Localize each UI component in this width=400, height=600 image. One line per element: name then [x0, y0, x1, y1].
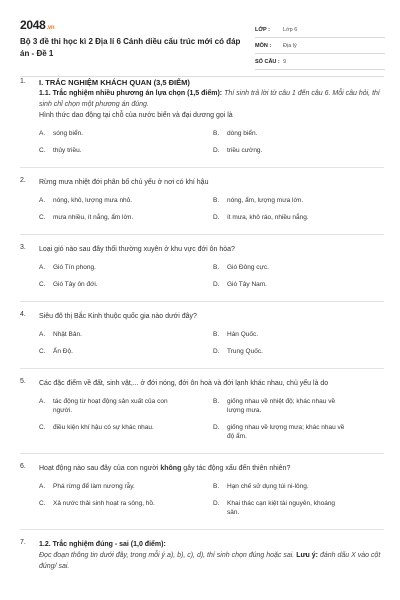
- question-number: 1.: [20, 78, 26, 85]
- meta-label: MÔN :: [255, 42, 272, 49]
- question-stem: Siêu đô thị Bắc Kinh thuộc quốc gia nào dưới đây?: [39, 313, 197, 320]
- option-text: Gió Tây ôn đới.: [53, 281, 98, 288]
- option-d[interactable]: [213, 423, 387, 449]
- option-b[interactable]: [213, 263, 387, 280]
- option-text: dòng biển.: [227, 130, 258, 137]
- question-number: 3.: [20, 244, 26, 251]
- answer-options: [39, 330, 384, 364]
- option-a[interactable]: [39, 196, 213, 213]
- option-d[interactable]: [213, 280, 387, 297]
- subsection-heading: [39, 539, 384, 550]
- option-letter: B.: [213, 483, 220, 490]
- option-text: Trung Quốc.: [227, 348, 263, 355]
- option-b[interactable]: [213, 129, 387, 146]
- option-letter: D.: [213, 348, 220, 355]
- option-text: triều cường.: [227, 147, 263, 154]
- option-d[interactable]: [213, 146, 387, 163]
- option-letter: A.: [39, 398, 46, 405]
- option-letter: B.: [213, 331, 220, 338]
- option-letter: D.: [213, 214, 220, 221]
- question-divider: [20, 368, 384, 369]
- option-text: tác động từ hoạt động sản xuất của con người.: [53, 398, 168, 414]
- option-c[interactable]: [39, 146, 213, 163]
- exam-content: [20, 78, 384, 572]
- option-text: giống nhau về lượng mưa; khác nhau về độ ẩm.: [227, 424, 345, 440]
- option-letter: C.: [39, 348, 46, 355]
- option-letter: D.: [213, 147, 220, 154]
- question-stem: Hình thức dao động tại chỗ của nước biển và đại dương gọi là: [39, 112, 233, 119]
- option-letter: B.: [213, 398, 220, 405]
- logo-text: 2048: [20, 18, 46, 32]
- question-number: 2.: [20, 177, 26, 184]
- option-text: Ấn Độ.: [53, 348, 73, 355]
- question-stem: Các đặc điểm về đất, sinh vật,... ở đới nóng, đới ôn hoà và đới lạnh khác nhau, chủ yếu là do: [39, 380, 329, 387]
- page-header: [20, 12, 384, 70]
- option-text: nóng, khô, lượng mưa nhỏ.: [53, 197, 133, 204]
- option-letter: A.: [39, 331, 46, 338]
- option-text: Phá rừng để làm nương rẫy.: [53, 483, 135, 490]
- meta-value: Địa lý: [283, 42, 297, 49]
- option-text: điều kiện khí hậu có sự khác nhau.: [53, 424, 154, 431]
- question-stem: [39, 463, 384, 474]
- question-6: [20, 463, 384, 525]
- question-stem: Rừng mưa nhiệt đới phân bố chủ yếu ở nơi có khí hậu: [39, 179, 209, 186]
- note-label: Lưu ý:: [296, 552, 318, 559]
- section-instructions: [39, 550, 384, 572]
- note-text: đánh dấu X vào cột đúng/ sai.: [39, 552, 381, 570]
- option-letter: C.: [39, 500, 46, 507]
- question-4: [20, 311, 384, 364]
- option-c[interactable]: [39, 280, 213, 297]
- option-a[interactable]: [39, 263, 213, 280]
- option-text: giống nhau về nhiệt độ; khác nhau về lượng mưa.: [227, 398, 336, 414]
- option-letter: B.: [213, 130, 220, 137]
- option-text: Hàn Quốc.: [227, 331, 259, 338]
- question-divider: [20, 529, 384, 530]
- option-letter: D.: [213, 500, 220, 507]
- option-c[interactable]: [39, 423, 213, 449]
- option-letter: A.: [39, 264, 46, 271]
- stem-text: Hoạt động nào sau đây của con người: [39, 465, 161, 472]
- option-a[interactable]: [39, 129, 213, 146]
- question-divider: [20, 301, 384, 302]
- option-c[interactable]: [39, 213, 213, 230]
- question-5: [20, 378, 384, 449]
- meta-label: LỚP :: [255, 26, 270, 33]
- option-letter: C.: [39, 147, 46, 154]
- question-1: [20, 78, 384, 163]
- option-d[interactable]: [213, 499, 387, 525]
- option-b[interactable]: [213, 196, 387, 213]
- question-divider: [20, 234, 384, 235]
- meta-row-class: [255, 22, 385, 38]
- option-text: sóng biển.: [53, 130, 83, 137]
- question-divider: [20, 453, 384, 454]
- option-text: Gió Tây Nam.: [227, 281, 267, 288]
- header-divider: [20, 76, 384, 77]
- question-3: [20, 244, 384, 297]
- option-text: Xả nước thải sinh hoạt ra sông, hồ.: [53, 500, 155, 507]
- option-letter: A.: [39, 483, 46, 490]
- option-a[interactable]: [39, 482, 213, 499]
- document-title: Bộ 3 đề thi học kì 2 Địa lí 6 Cánh diều cấu trúc mới có đáp án - Đề 1: [20, 37, 241, 58]
- question-divider: [20, 167, 384, 168]
- option-b[interactable]: [213, 330, 387, 347]
- section-instructions: [39, 88, 384, 110]
- question-number: 5.: [20, 378, 26, 385]
- option-d[interactable]: [213, 213, 387, 230]
- question-number: 4.: [20, 311, 26, 318]
- question-7: [20, 539, 384, 572]
- option-b[interactable]: [213, 482, 387, 499]
- option-text: Hạn chế sử dụng túi ni-lông.: [227, 483, 309, 490]
- option-letter: A.: [39, 130, 46, 137]
- option-c[interactable]: [39, 347, 213, 364]
- option-b[interactable]: [213, 397, 387, 423]
- meta-value: Lớp 6: [283, 26, 298, 33]
- question-2: [20, 177, 384, 230]
- logo-suffix: .vn: [46, 25, 55, 31]
- option-letter: B.: [213, 264, 220, 271]
- option-letter: C.: [39, 214, 46, 221]
- option-text: mưa nhiều, ít nắng, ẩm lớn.: [53, 214, 134, 221]
- option-text: Gió Tín phong.: [53, 264, 96, 271]
- option-text: ít mưa, khô ráo, nhiều nắng.: [227, 214, 309, 221]
- option-letter: A.: [39, 197, 46, 204]
- stem-emphasis: không: [160, 465, 182, 472]
- option-letter: D.: [213, 281, 220, 288]
- option-letter: B.: [213, 197, 220, 204]
- section-title: I. TRẮC NGHIỆM KHÁCH QUAN (3,5 ĐIỂM): [39, 78, 190, 87]
- meta-row-question-count: [255, 54, 385, 70]
- option-c[interactable]: [39, 499, 213, 525]
- option-text: nóng, ẩm, lượng mưa lớn.: [227, 197, 304, 204]
- exam-meta-table: [255, 22, 385, 70]
- subsection-title: 1.1. Trắc nghiệm nhiều phương án lựa chọn (1,5 điểm):: [39, 90, 223, 97]
- option-letter: C.: [39, 281, 46, 288]
- option-text: Gió Đông cực.: [227, 264, 269, 271]
- meta-label: SỐ CÂU :: [255, 58, 280, 65]
- option-text: Nhật Bản.: [53, 331, 82, 338]
- instruction-text: Thí sinh trả lời từ câu 1 đến câu 6. Mỗi câu hỏi, thí sinh chỉ chọn một phương án đúng.: [39, 90, 380, 108]
- question-number: 6.: [20, 463, 26, 470]
- answer-options: [39, 482, 384, 525]
- meta-row-subject: [255, 38, 385, 54]
- answer-options: [39, 263, 384, 297]
- option-a[interactable]: [39, 330, 213, 347]
- option-text: thủy triều.: [53, 147, 82, 154]
- meta-value: 9: [283, 58, 287, 65]
- answer-options: [39, 397, 384, 449]
- option-letter: D.: [213, 424, 220, 431]
- answer-options: [39, 196, 384, 230]
- stem-text: gây tác động xấu đến thiên nhiên?: [181, 465, 291, 472]
- question-stem: Loại gió nào sau đây thổi thường xuyên ở khu vực đới ôn hòa?: [39, 246, 235, 253]
- instruction-text: Đọc đoạn thông tin dưới đây, trong mỗi ý a), b), c), d), thí sinh chọn đúng hoặc sai.: [39, 552, 295, 559]
- question-number: 7.: [20, 539, 26, 546]
- option-letter: C.: [39, 424, 46, 431]
- site-logo[interactable]: [20, 18, 54, 32]
- subsection-title: 1.2. Trắc nghiệm đúng - sai (1,0 điểm):: [39, 541, 166, 548]
- option-a[interactable]: [39, 397, 213, 423]
- option-text: Khai thác cạn kiệt tài nguyên, khoáng sản.: [227, 500, 336, 516]
- option-d[interactable]: [213, 347, 387, 364]
- answer-options: [39, 129, 384, 163]
